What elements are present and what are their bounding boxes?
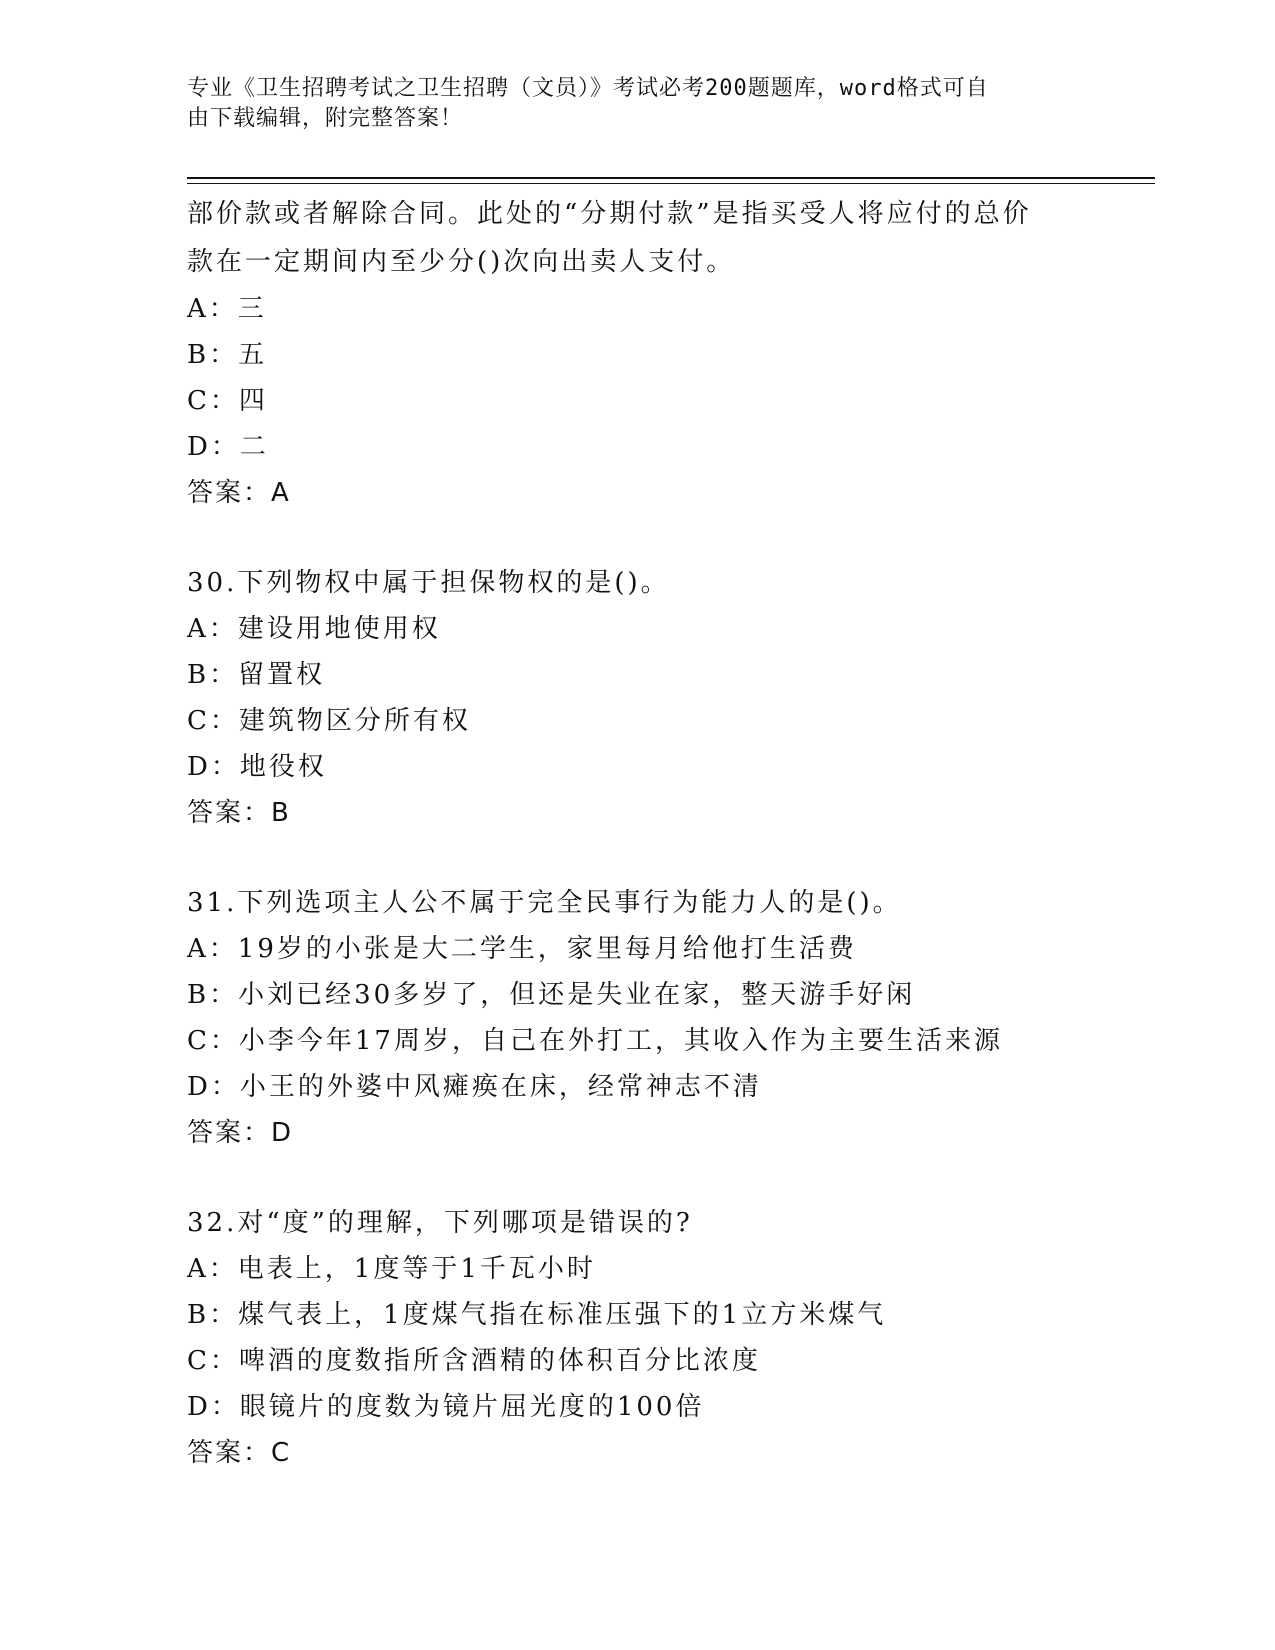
question-stem: 31.下列选项主人公不属于完全民事行为能力人的是()。 bbox=[187, 888, 902, 918]
answer-line: 答案：D bbox=[187, 1118, 294, 1148]
option-b: B：五 bbox=[187, 340, 268, 370]
answer-line: 答案：C bbox=[187, 1438, 292, 1468]
option-d: D：地役权 bbox=[187, 752, 327, 782]
option-b: B：煤气表上，1度煤气指在标准压强下的1立方米煤气 bbox=[187, 1300, 887, 1330]
header-line-2: 由下载编辑，附完整答案！ bbox=[187, 106, 464, 131]
answer-line: 答案：A bbox=[187, 478, 291, 508]
option-c: C：四 bbox=[187, 386, 268, 416]
question-text-line: 款在一定期间内至少分()次向出卖人支付。 bbox=[187, 247, 736, 277]
document-body bbox=[187, 190, 1087, 1476]
option-d: D：眼镜片的度数为镜片屈光度的100倍 bbox=[187, 1392, 705, 1422]
header-rule-thick bbox=[187, 177, 1155, 179]
question-continued bbox=[187, 190, 1087, 516]
option-a: A：19岁的小张是大二学生，家里每月给他打生活费 bbox=[187, 934, 857, 964]
option-a: A：电表上，1度等于1千瓦小时 bbox=[187, 1254, 596, 1284]
option-c: C：小李今年17周岁，自己在外打工，其收入作为主要生活来源 bbox=[187, 1026, 1003, 1056]
question-text-line: 部价款或者解除合同。此处的“分期付款”是指买受人将应付的总价 bbox=[187, 199, 1032, 229]
option-a: A：建设用地使用权 bbox=[187, 614, 441, 644]
header-rule-thin bbox=[187, 183, 1155, 184]
option-c: C：建筑物区分所有权 bbox=[187, 706, 471, 736]
header-line-1: 专业《卫生招聘考试之卫生招聘（文员）》考试必考200题题库，word格式可自 bbox=[187, 76, 989, 101]
option-d: D：小王的外婆中风瘫痪在床，经常神志不清 bbox=[187, 1072, 762, 1102]
option-b: B：小刘已经30多岁了，但还是失业在家，整天游手好闲 bbox=[187, 980, 916, 1010]
document-header bbox=[187, 74, 1067, 134]
option-d: D：二 bbox=[187, 432, 269, 462]
question-32 bbox=[187, 1200, 1087, 1476]
question-31 bbox=[187, 880, 1087, 1156]
question-stem: 30.下列物权中属于担保物权的是()。 bbox=[187, 568, 670, 598]
option-c: C：啤酒的度数指所含酒精的体积百分比浓度 bbox=[187, 1346, 761, 1376]
answer-line: 答案：B bbox=[187, 798, 291, 828]
question-stem: 32.对“度”的理解，下列哪项是错误的? bbox=[187, 1208, 693, 1238]
question-30 bbox=[187, 560, 1087, 836]
option-b: B：留置权 bbox=[187, 660, 326, 690]
option-a: A：三 bbox=[187, 294, 267, 324]
